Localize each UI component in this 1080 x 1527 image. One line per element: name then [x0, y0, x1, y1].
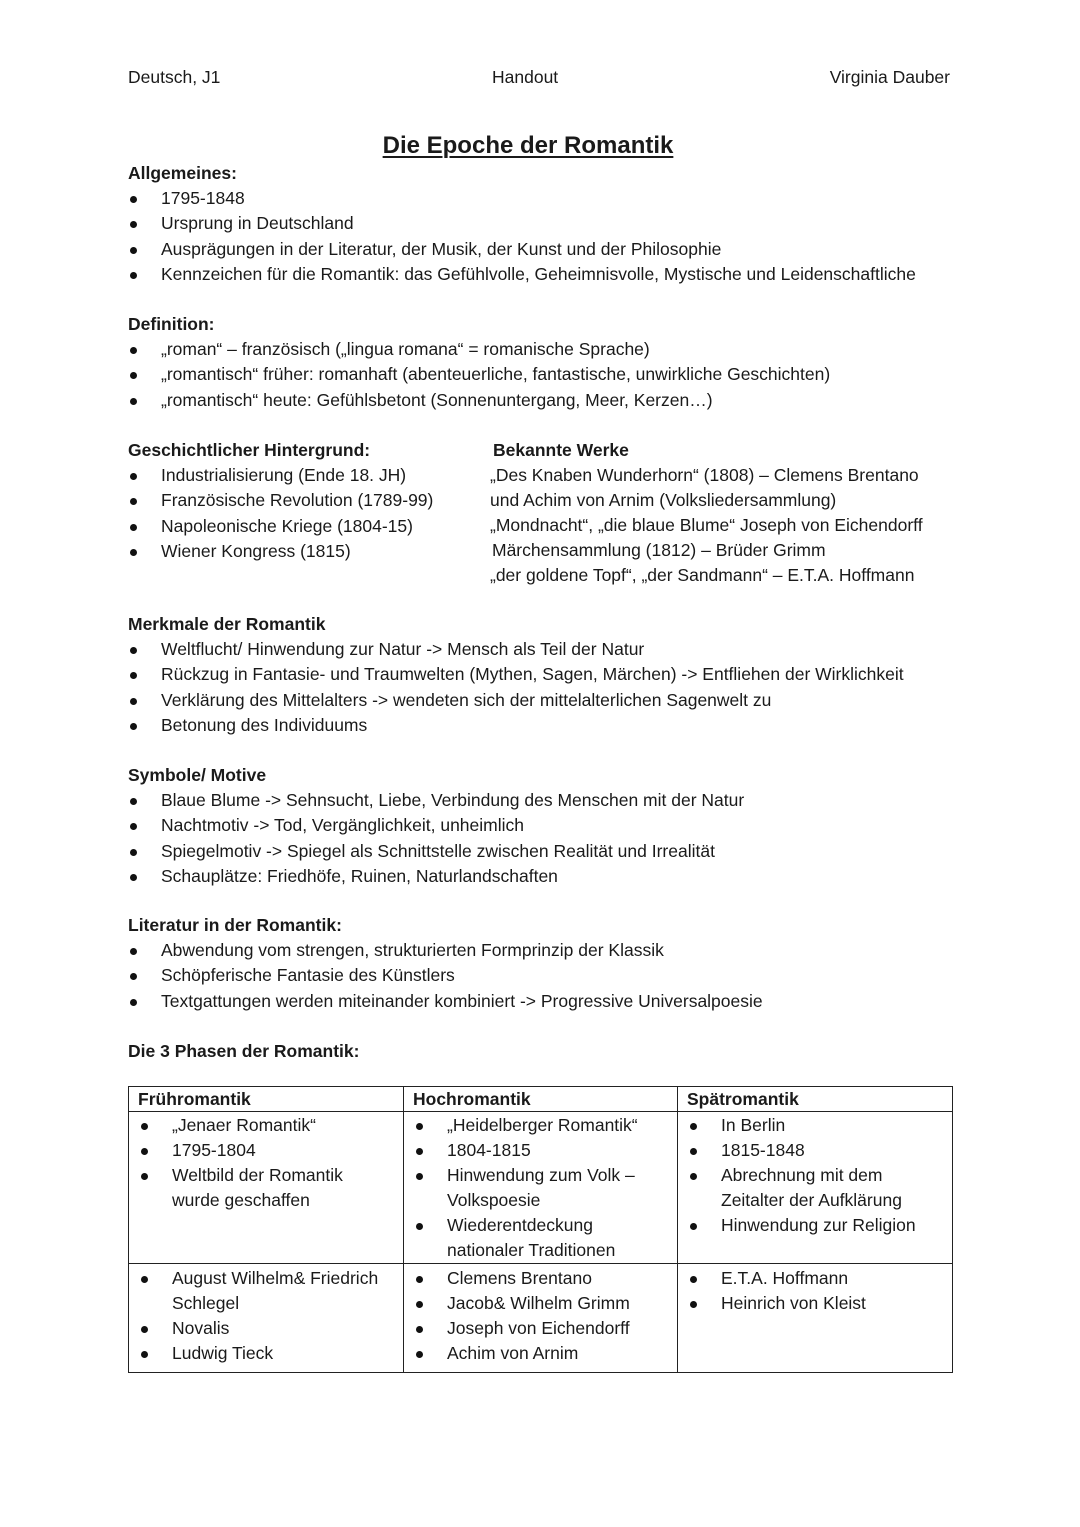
list-item: Jacob& Wilhelm Grimm: [404, 1291, 677, 1316]
list-item: Schauplätze: Friedhöfe, Ruinen, Naturlandschaften: [128, 864, 968, 889]
list-item: Blaue Blume -> Sehnsucht, Liebe, Verbindung des Menschen mit der Natur: [128, 788, 968, 813]
bullet-list: [128, 463, 478, 564]
section-heading: Symbole/ Motive: [128, 765, 267, 785]
list-item: 1795-1804: [129, 1138, 403, 1163]
section-definition: [128, 312, 968, 413]
list-item: „Heidelberger Romantik“: [404, 1113, 677, 1138]
works-line: „Des Knaben Wunderhorn“ (1808) – Clemens Brentano: [490, 465, 919, 485]
list-item: Ursprung in Deutschland: [128, 211, 968, 236]
bullet-list: [128, 337, 968, 413]
bullet-list: [404, 1266, 677, 1366]
list-item: Weltbild der Romantik wurde geschaffen: [129, 1163, 403, 1213]
section-werke: [490, 438, 960, 588]
section-heading: Geschichtlicher Hintergrund:: [128, 440, 371, 460]
bullet-list: [678, 1266, 952, 1316]
bullet-list: [678, 1113, 952, 1238]
table-cell: [404, 1112, 678, 1264]
list-item: Verklärung des Mittelalters -> wendeten sich der mittelalterlichen Sagenwelt zu: [128, 688, 968, 713]
column-header-fruehromantik: Frühromantik: [129, 1087, 404, 1112]
header-author: Virginia Dauber: [829, 67, 950, 87]
list-item: E.T.A. Hoffmann: [678, 1266, 952, 1291]
list-item: Schöpferische Fantasie des Künstlers: [128, 963, 968, 988]
table-cell: [129, 1264, 404, 1373]
bullet-list: [129, 1266, 403, 1366]
works-line: und Achim von Arnim (Volksliedersammlung): [490, 490, 837, 510]
page-title: [0, 131, 1056, 161]
section-heading: Definition:: [128, 314, 215, 334]
table-cell: [678, 1112, 953, 1264]
works-line: „der goldene Topf“, „der Sandmann“ – E.T.A. Hoffmann: [490, 565, 915, 585]
list-item: Weltflucht/ Hinwendung zur Natur -> Mensch als Teil der Natur: [128, 637, 968, 662]
section-heading: Allgemeines:: [128, 163, 237, 183]
section-heading: Literatur in der Romantik:: [128, 915, 342, 935]
works-line: „Mondnacht“, „die blaue Blume“ Joseph von Eichendorff: [490, 515, 923, 535]
phases-table: [128, 1086, 953, 1373]
list-item: Abwendung vom strengen, strukturierten Formprinzip der Klassik: [128, 938, 968, 963]
list-item: Ludwig Tieck: [129, 1341, 403, 1366]
bullet-list: [128, 938, 968, 1014]
list-item: „romantisch“ früher: romanhaft (abenteuerliche, fantastische, unwirkliche Geschichten): [128, 362, 968, 387]
list-item: 1795-1848: [128, 186, 968, 211]
bullet-list: [128, 788, 968, 889]
list-item: Clemens Brentano: [404, 1266, 677, 1291]
list-item: Industrialisierung (Ende 18. JH): [128, 463, 478, 488]
list-item: „Jenaer Romantik“: [129, 1113, 403, 1138]
list-item: Achim von Arnim: [404, 1341, 677, 1366]
list-item: Hinwendung zur Religion: [678, 1213, 952, 1238]
bullet-list: [128, 186, 968, 287]
section-merkmale: [128, 612, 968, 738]
table-row-authors: [129, 1264, 953, 1373]
table-cell: [404, 1264, 678, 1373]
works-line: Märchensammlung (1812) – Brüder Grimm: [492, 540, 826, 560]
list-item: Napoleonische Kriege (1804-15): [128, 514, 478, 539]
list-item: Abrechnung mit dem Zeitalter der Aufklärung: [678, 1163, 952, 1213]
list-item: Hinwendung zum Volk – Volkspoesie: [404, 1163, 677, 1213]
section-heading: Bekannte Werke: [493, 440, 629, 460]
bullet-list: [404, 1113, 677, 1263]
table-cell: [678, 1264, 953, 1373]
list-item: Wiederentdeckung nationaler Traditionen: [404, 1213, 677, 1263]
section-allgemeines: [128, 161, 968, 287]
list-item: „romantisch“ heute: Gefühlsbetont (Sonnenuntergang, Meer, Kerzen…): [128, 388, 968, 413]
list-item: 1804-1815: [404, 1138, 677, 1163]
column-header-hochromantik: Hochromantik: [404, 1087, 678, 1112]
list-item: Kennzeichen für die Romantik: das Gefühlvolle, Geheimnisvolle, Mystische und Leidenschaftliche: [128, 262, 968, 287]
section-hintergrund: [128, 438, 478, 564]
list-item: Ausprägungen in der Literatur, der Musik, der Kunst und der Philosophie: [128, 237, 968, 262]
table-cell: [129, 1112, 404, 1264]
list-item: Rückzug in Fantasie- und Traumwelten (Mythen, Sagen, Märchen) -> Entfliehen der Wirklichkeit: [128, 662, 968, 687]
list-item: 1815-1848: [678, 1138, 952, 1163]
header-type: Handout: [492, 67, 559, 87]
list-item: Novalis: [129, 1316, 403, 1341]
list-item: Heinrich von Kleist: [678, 1291, 952, 1316]
list-item: „roman“ – französisch („lingua romana“ = romanische Sprache): [128, 337, 968, 362]
list-item: August Wilhelm& Friedrich Schlegel: [129, 1266, 403, 1316]
table-row-features: [129, 1112, 953, 1264]
section-symbole: [128, 763, 968, 889]
list-item: Textgattungen werden miteinander kombiniert -> Progressive Universalpoesie: [128, 989, 968, 1014]
column-header-spaetromantik: Spätromantik: [678, 1087, 953, 1112]
list-item: Joseph von Eichendorff: [404, 1316, 677, 1341]
page-title-text: Die Epoche der Romantik: [382, 132, 674, 159]
section-heading-phasen: Die 3 Phasen der Romantik:: [128, 1041, 360, 1061]
bullet-list: [129, 1113, 403, 1213]
section-literatur: [128, 913, 968, 1014]
table-header-row: [129, 1087, 953, 1112]
list-item: In Berlin: [678, 1113, 952, 1138]
list-item: Betonung des Individuums: [128, 713, 968, 738]
list-item: Nachtmotiv -> Tod, Vergänglichkeit, unheimlich: [128, 813, 968, 838]
header-subject: Deutsch, J1: [128, 67, 221, 87]
bullet-list: [128, 637, 968, 738]
list-item: Französische Revolution (1789-99): [128, 488, 478, 513]
list-item: Wiener Kongress (1815): [128, 539, 478, 564]
section-heading: Merkmale der Romantik: [128, 614, 326, 634]
list-item: Spiegelmotiv -> Spiegel als Schnittstelle zwischen Realität und Irrealität: [128, 839, 968, 864]
